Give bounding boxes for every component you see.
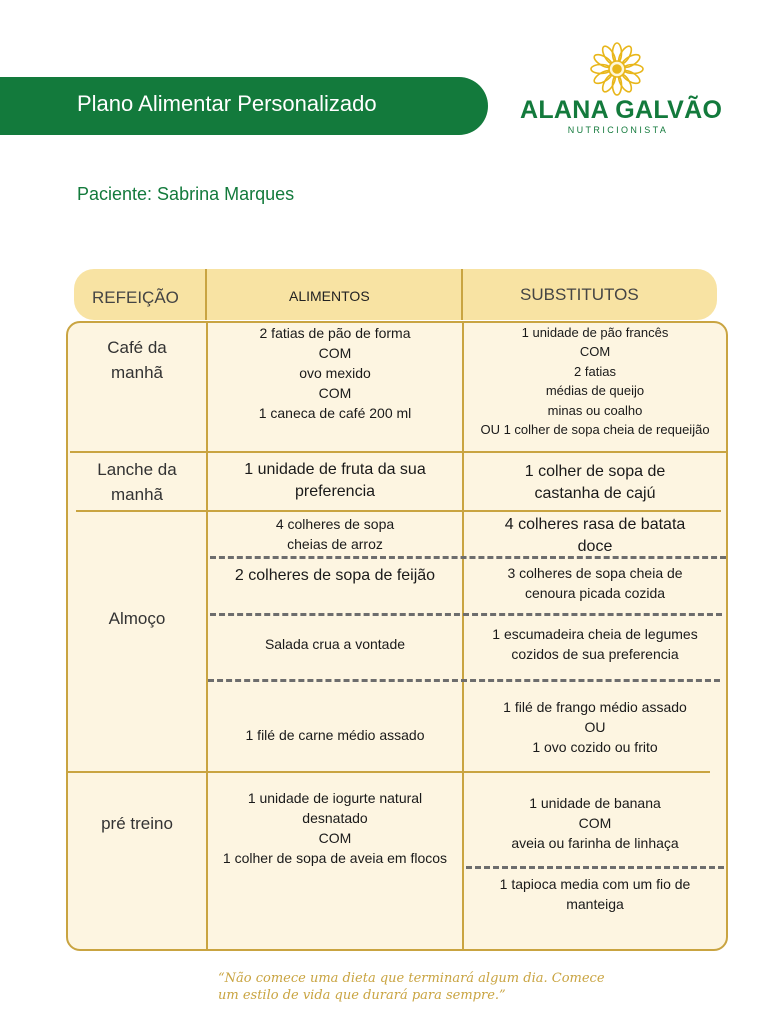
dashed-divider xyxy=(208,679,720,682)
header-divider xyxy=(461,269,463,320)
header-foods: ALIMENTOS xyxy=(289,288,370,304)
row-divider xyxy=(76,510,721,512)
row-divider xyxy=(68,771,710,773)
brand-logo xyxy=(520,42,723,142)
meal-plan-table xyxy=(66,321,728,951)
header-banner xyxy=(0,77,488,135)
substitutes-lanche: 1 colher de sopa de castanha de cajú xyxy=(524,463,666,502)
sunflower-icon xyxy=(588,42,646,96)
foods-almoco-2: 2 colheres de sopa de feijão xyxy=(234,567,436,584)
meal-lanche-da-manha: Lanche da manhã xyxy=(97,460,177,504)
meal-almoco: Almoço xyxy=(108,609,166,628)
meal-cafe-da-manha: Café da manhã xyxy=(107,338,167,382)
header-divider xyxy=(205,269,207,320)
brand-subtitle: NUTRICIONISTA xyxy=(567,125,669,135)
substitutes-pre-treino-a: 1 unidade de banana COM aveia ou farinha de linhaça xyxy=(511,795,679,851)
foods-lanche: 1 unidade de fruta da sua preferencia xyxy=(244,461,426,500)
brand-name: ALANA GALVÃO xyxy=(520,96,723,124)
page-title: Plano Alimentar Personalizado xyxy=(77,91,377,116)
substitutes-cafe: 1 unidade de pão francês COM 2 fatias médias de queijo minas ou coalho OU 1 colher de sopa cheia de requeijão xyxy=(480,325,710,438)
patient-label: Paciente: Sabrina Marques xyxy=(77,184,295,204)
substitutes-almoco-1: 4 colheres rasa de batata doce xyxy=(504,516,686,555)
footer-quote: “Não comece uma dieta que terminará algum dia. Comece um estilo de vida que durará para sempre.” xyxy=(218,971,605,1003)
foods-pre-treino: 1 unidade de iogurte natural desnatado COM 1 colher de sopa de aveia em flocos xyxy=(222,790,448,866)
header-substitutes: SUBSTITUTOS xyxy=(520,285,639,304)
foods-almoco-1: 4 colheres de sopa cheias de arroz xyxy=(275,516,395,552)
foods-cafe: 2 fatias de pão de forma COM ovo mexido COM 1 caneca de café 200 ml xyxy=(258,325,412,421)
substitutes-almoco-2: 3 colheres de sopa cheia de cenoura picada cozida xyxy=(507,565,683,601)
substitutes-almoco-3: 1 escumadeira cheia de legumes cozidos de sua preferencia xyxy=(492,626,698,662)
table-header xyxy=(74,269,717,320)
row-divider xyxy=(70,451,726,453)
meal-pre-treino: pré treino xyxy=(101,814,173,833)
foods-almoco-4: 1 filé de carne médio assado xyxy=(245,727,425,743)
dashed-divider xyxy=(210,613,722,616)
substitutes-almoco-4: 1 filé de frango médio assado OU 1 ovo cozido ou frito xyxy=(503,699,687,755)
substitutes-pre-treino-b: 1 tapioca media com um fio de manteiga xyxy=(499,876,691,912)
dashed-divider xyxy=(466,866,724,869)
header-meal: REFEIÇÃO xyxy=(92,288,179,307)
foods-almoco-3: Salada crua a vontade xyxy=(264,636,406,652)
